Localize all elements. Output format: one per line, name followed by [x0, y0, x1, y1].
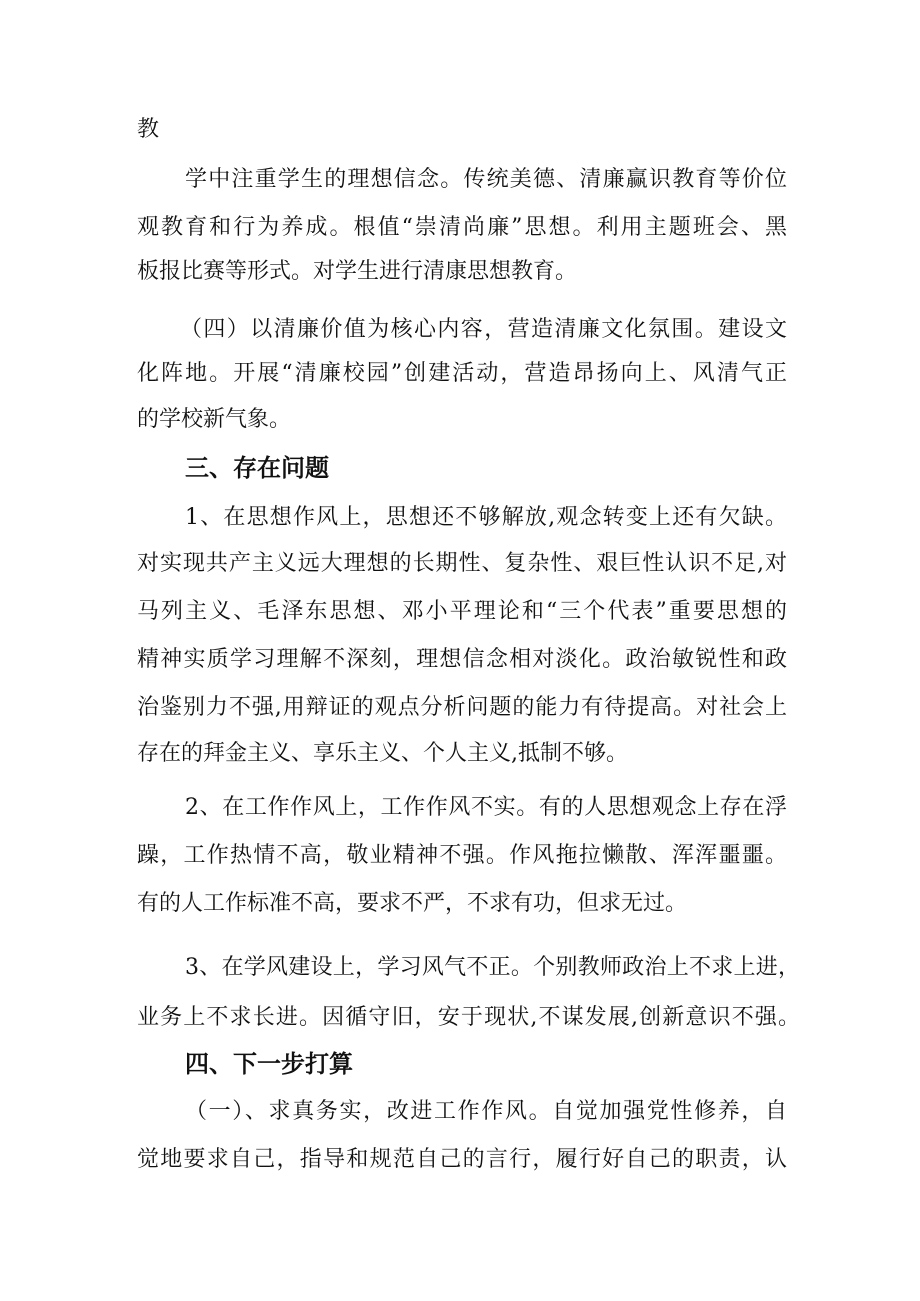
paragraph-line: 觉地要求自己，指导和规范自己的言行，履行好自己的职责，认 [137, 1147, 787, 1172]
section-heading: 三、存在问题 [185, 454, 329, 482]
paragraph-line: 2、在工作作风上，工作作风不实。有的人思想观念上存在浮 [185, 795, 787, 820]
paragraph-line: （一）、求真务实，改进工作作风。自觉加强党性修养，自 [185, 1099, 787, 1124]
paragraph-line: （四）以清廉价值为核心内容，营造清廉文化氛围。建设文 [180, 317, 787, 342]
paragraph-line: 躁，工作热情不高，敬业精神不强。作风拖拉懒散、浑浑噩噩。 [137, 843, 787, 868]
paragraph-line: 精神实质学习理解不深刻，理想信念相对淡化。政治敏锐性和政 [137, 647, 787, 672]
section-heading: 四、下一步打算 [185, 1050, 353, 1078]
paragraph-line: 教 [137, 117, 160, 142]
paragraph-line: 对实现共产主义远大理想的长期性、复杂性、艰巨性认识不足,对 [137, 551, 787, 576]
paragraph-line: 3、在学风建设上，学习风气不正。个别教师政治上不求上进， [185, 955, 800, 980]
paragraph-line: 治鉴别力不强,用辩证的观点分析问题的能力有待提高。对社会上 [137, 695, 787, 720]
paragraph-line: 观教育和行为养成。根值“崇清尚廉”思想。利用主题班会、黑 [137, 215, 787, 240]
paragraph-line: 板报比赛等形式。对学生进行清康思想教育。 [137, 259, 578, 284]
paragraph-line: 学中注重学生的理想信念。传统美德、清廉赢识教育等价位 [185, 167, 787, 192]
paragraph-line: 化阵地。开展“清廉校园”创建活动，营造昂扬向上、风清气正 [137, 361, 787, 386]
paragraph-line: 马列主义、毛泽东思想、邓小平理论和“三个代表”重要思想的 [137, 599, 787, 624]
paragraph-line: 1、在思想作风上，思想还不够解放,观念转变上还有欠缺。 [185, 505, 787, 530]
paragraph-line: 的学校新气象。 [137, 407, 292, 432]
paragraph-line: 有的人工作标准不高，要求不严，不求有功，但求无过。 [137, 891, 688, 916]
paragraph-line: 存在的拜金主义、享乐主义、个人主义,抵制不够。 [137, 741, 628, 766]
paragraph-line: 业务上不求长进。因循守旧，安于现状,不谋发展,创新意识不强。 [137, 1005, 800, 1030]
